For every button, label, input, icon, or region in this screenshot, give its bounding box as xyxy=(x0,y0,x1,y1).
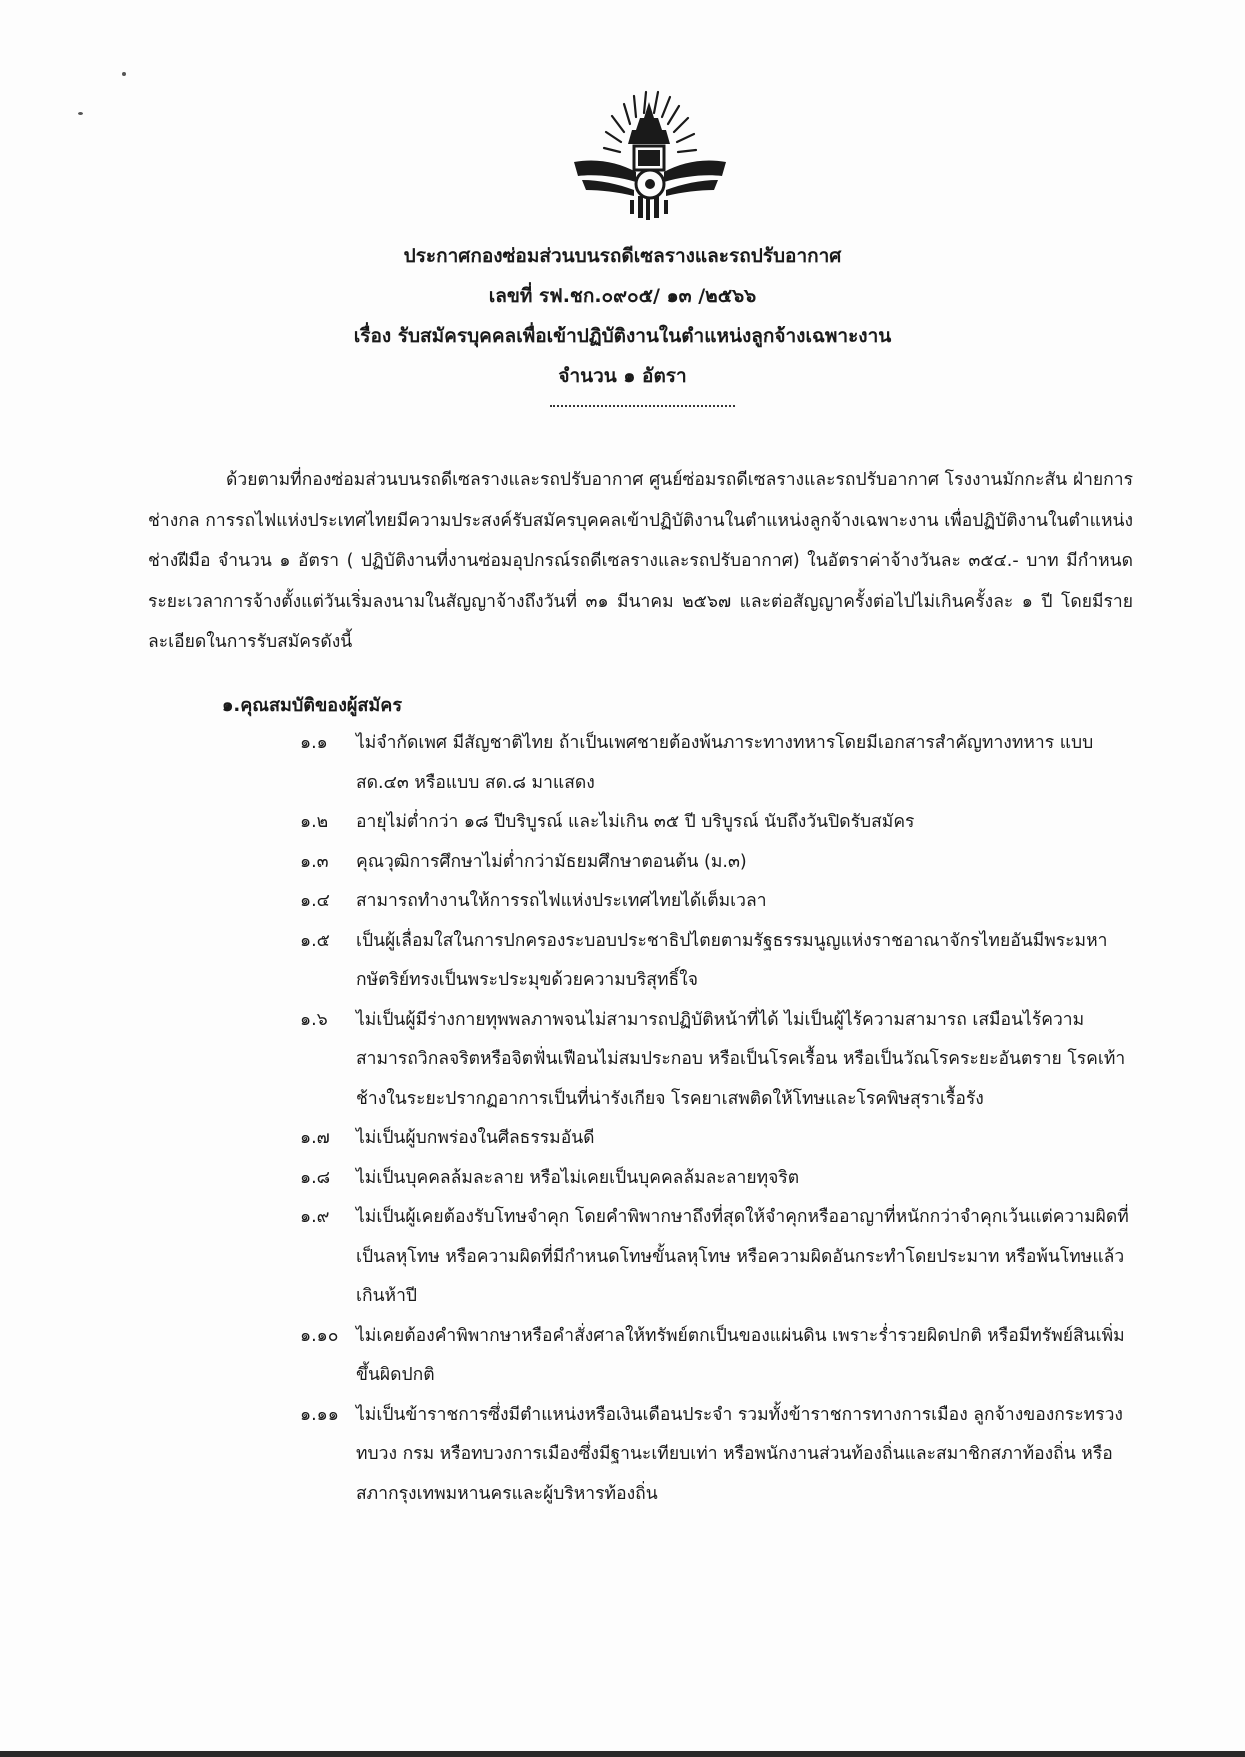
list-item xyxy=(300,1001,1140,1120)
scan-bottom-edge xyxy=(0,1751,1245,1757)
intro-section xyxy=(148,460,1133,663)
document-heading xyxy=(0,236,1245,396)
list-item-text: ไม่เป็นผู้เคยต้องรับโทษจำคุก โดยคำพิพากษาถึงที่สุดให้จำคุกหรืออาญาที่หนักกว่าจำคุกเว้นแต่ความผิดที่เป็นลหุโทษ หรือความผิดที่มีกำหนดโทษขั้นลหุโทษ หรือความผิดอันกระทำโดยประมาท หรือพ้นโทษแล้วเกินห้าปี xyxy=(356,1207,1129,1306)
scan-speck xyxy=(78,112,83,115)
list-item xyxy=(300,1396,1140,1515)
list-item-text: ไม่เป็นผู้มีร่างกายทุพพลภาพจนไม่สามารถปฏิบัติหน้าที่ได้ ไม่เป็นผู้ไร้ความสามารถ เสมือนไร้ความสามารถวิกลจริตหรือจิตฟั่นเฟือนไม่สมประกอบ หรือเป็นโรคเรื้อน หรือเป็นวัณโรคระยะอันตราย โรคเท้าช้างในระยะปรากฏอาการเป็นที่น่ารังเกียจ โรคยาเสพติดให้โทษและโรคพิษสุราเรื้อรัง xyxy=(356,1009,1126,1109)
intro-paragraph: ด้วยตามที่กองซ่อมส่วนบนรถดีเซลรางและรถปรับอากาศ ศูนย์ซ่อมรถดีเซลรางและรถปรับอากาศ โรงงานมักกะสัน ฝ่ายการช่างกล การรถไฟแห่งประเทศไทยมีความประสงค์รับสมัครบุคคลเข้าปฏิบัติงานในตำแหน่งลูกจ้างเฉพาะงาน เพื่อปฏิบัติงานในตำแหน่ง ช่างฝีมือ จำนวน ๑ อัตรา ( ปฏิบัติงานที่งานซ่อมอุปกรณ์รถดีเซลรางและรถปรับอากาศ) ในอัตราค่าจ้างวันละ ๓๕๔.- บาท มีกำหนดระยะเวลาการจ้างตั้งแต่วันเริ่มลงนามในสัญญาจ้างถึงวันที่ ๓๑ มีนาคม ๒๕๖๗ และต่อสัญญาครั้งต่อไปไม่เกินครั้งละ ๑ ปี โดยมีรายละเอียดในการรับสมัครดังนี้ xyxy=(148,470,1133,652)
list-item xyxy=(300,1198,1140,1317)
list-item xyxy=(300,843,1140,883)
scan-speck xyxy=(122,72,126,76)
heading-position-count: จำนวน ๑ อัตรา xyxy=(558,365,687,387)
section-title-qualifications: ๑.คุณสมบัติของผู้สมัคร xyxy=(222,695,402,716)
list-item xyxy=(300,1119,1140,1159)
qualifications-list xyxy=(300,724,1140,1514)
list-item xyxy=(300,803,1140,843)
list-item xyxy=(300,882,1140,922)
list-item-number: ๑.๑๑ xyxy=(300,1404,339,1425)
list-item-number: ๑.๒ xyxy=(300,812,329,832)
list-item-text: ไม่เป็นข้าราชการซึ่งมีตำแหน่งหรือเงินเดือนประจำ รวมทั้งข้าราชการทางการเมือง ลูกจ้างของกระทรวง ทบวง กรม หรือทบวงการเมืองซึ่งมีฐานะเทียบเท่า หรือพนักงานส่วนท้องถิ่นและสมาชิกสภาท้องถิ่น หรือสภากรุงเทพมหานครและผู้บริหารท้องถิ่น xyxy=(356,1404,1123,1504)
list-item-number: ๑.๕ xyxy=(300,930,330,951)
dotted-divider xyxy=(550,405,735,407)
list-item xyxy=(300,724,1140,803)
list-item-text: อายุไม่ต่ำกว่า ๑๘ ปีบริบูรณ์ และไม่เกิน ๓๕ ปี บริบูรณ์ นับถึงวันปิดรับสมัคร xyxy=(356,812,915,832)
list-item xyxy=(300,922,1140,1001)
list-item-number: ๑.๑ xyxy=(300,733,328,753)
state-railway-emblem-icon xyxy=(566,84,736,220)
list-item-text: ไม่จำกัดเพศ มีสัญชาติไทย ถ้าเป็นเพศชายต้องพ้นภาระทางทหารโดยมีเอกสารสำคัญทางทหาร แบบ สด.๔๓ หรือแบบ สด.๘ มาแสดง xyxy=(356,733,1094,793)
list-item-number: ๑.๑๐ xyxy=(300,1325,339,1346)
list-item-text: เป็นผู้เลื่อมใสในการปกครองระบอบประชาธิปไตยตามรัฐธรรมนูญแห่งราชอาณาจักรไทยอันมีพระมหากษัตริย์ทรงเป็นพระประมุขด้วยความบริสุทธิ์ใจ xyxy=(356,930,1108,990)
heading-reference-number: เลขที่ รฟ.ชก.๐๙๐๕/ ๑๓ /๒๕๖๖ xyxy=(488,285,757,307)
list-item xyxy=(300,1317,1140,1396)
list-item-text: คุณวุฒิการศึกษาไม่ต่ำกว่ามัธยมศึกษาตอนต้น (ม.๓) xyxy=(356,851,747,872)
list-item-text: ไม่เคยต้องคำพิพากษาหรือคำสั่งศาลให้ทรัพย์ตกเป็นของแผ่นดิน เพราะร่ำรวยผิดปกติ หรือมีทรัพย์สินเพิ่มขึ้นผิดปกติ xyxy=(356,1325,1125,1385)
heading-subject: เรื่อง รับสมัครบุคคลเพื่อเข้าปฏิบัติงานในตำแหน่งลูกจ้างเฉพาะงาน xyxy=(353,325,892,347)
list-item-number: ๑.๓ xyxy=(300,851,329,872)
list-item-text: ไม่เป็นบุคคลล้มละลาย หรือไม่เคยเป็นบุคคลล้มละลายทุจริต xyxy=(356,1167,800,1188)
heading-title: ประกาศกองซ่อมส่วนบนรถดีเซลรางและรถปรับอากาศ xyxy=(403,245,842,267)
list-item-number: ๑.๗ xyxy=(300,1128,330,1148)
list-item xyxy=(300,1159,1140,1199)
list-item-number: ๑.๖ xyxy=(300,1009,328,1030)
list-item-text: ไม่เป็นผู้บกพร่องในศีลธรรมอันดี xyxy=(356,1128,595,1148)
list-item-text: สามารถทำงานให้การรถไฟแห่งประเทศไทยได้เต็มเวลา xyxy=(356,891,767,911)
list-item-number: ๑.๘ xyxy=(300,1167,331,1188)
list-item-number: ๑.๔ xyxy=(300,891,330,911)
list-item-number: ๑.๙ xyxy=(300,1207,330,1227)
